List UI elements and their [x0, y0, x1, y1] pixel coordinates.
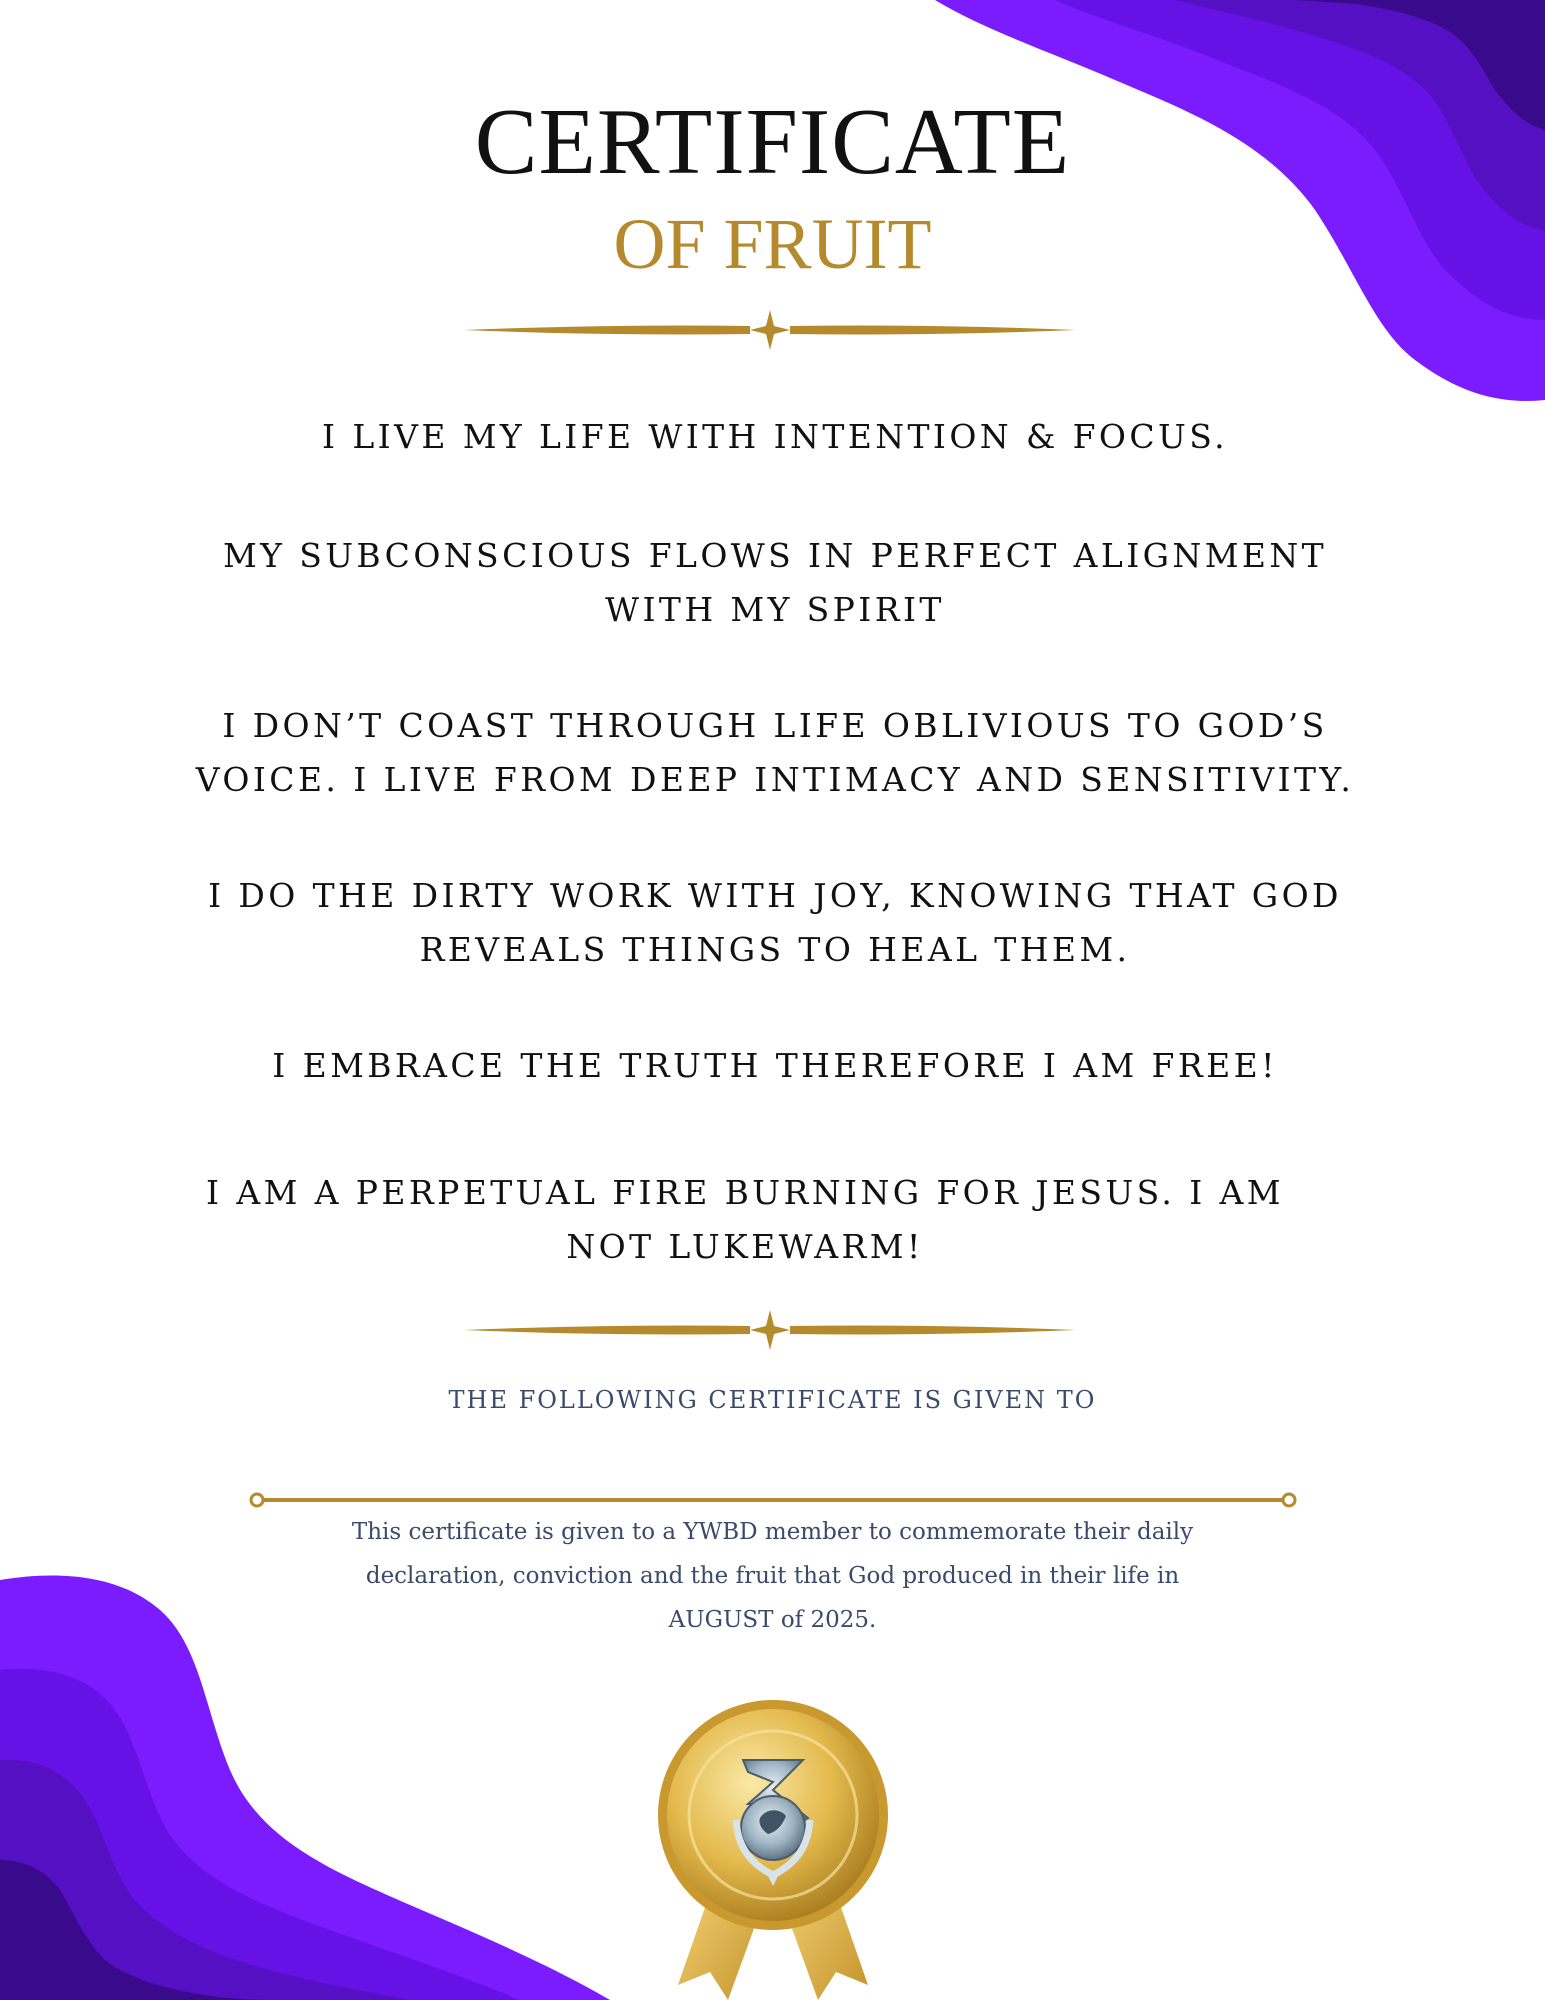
declaration-line: NOT LUKEWARM! — [566, 1227, 924, 1266]
declaration-line: REVEALS THINGS TO HEAL THEM. — [419, 930, 1131, 969]
declaration-line: MY SUBCONSCIOUS FLOWS IN PERFECT ALIGNMENT — [222, 536, 1328, 575]
declaration-line: I LIVE MY LIFE WITH INTENTION & FOCUS. — [322, 417, 1228, 456]
declaration-line: I EMBRACE THE TRUTH THEREFORE I AM FREE! — [272, 1046, 1278, 1085]
description-line: AUGUST of 2025. — [668, 1607, 877, 1633]
certificate-title: CERTIFICATE — [474, 90, 1071, 194]
declaration-1 — [110, 410, 1440, 464]
certificate-subtitle: OF FRUIT — [613, 204, 932, 284]
description-line: declaration, conviction and the fruit that God produced in their life in — [365, 1563, 1180, 1589]
declaration-4 — [110, 869, 1440, 977]
declaration-line: I DON’T COAST THROUGH LIFE OBLIVIOUS TO GOD’S — [222, 706, 1328, 745]
declaration-line: VOICE. I LIVE FROM DEEP INTIMACY AND SENSITIVITY. — [195, 760, 1355, 799]
declaration-line: I AM A PERPETUAL FIRE BURNING FOR JESUS. I AM — [206, 1173, 1284, 1212]
gold-medal-ribbon-icon — [648, 1700, 898, 2000]
declaration-line: I DO THE DIRTY WORK WITH JOY, KNOWING THAT GOD — [208, 876, 1342, 915]
certificate-description — [290, 1510, 1255, 1642]
description-line: This certificate is given to a YWBD member to commemorate their daily — [351, 1519, 1194, 1545]
recipient-name-line — [248, 1488, 1298, 1512]
star-divider-icon — [460, 1305, 1080, 1355]
star-divider-icon — [460, 305, 1080, 355]
declaration-3 — [110, 699, 1440, 807]
declaration-5 — [110, 1039, 1440, 1093]
declaration-6 — [80, 1166, 1410, 1274]
declaration-line: WITH MY SPIRIT — [605, 590, 945, 629]
declaration-2 — [110, 529, 1440, 637]
recipient-label: THE FOLLOWING CERTIFICATE IS GIVEN TO — [448, 1386, 1097, 1414]
